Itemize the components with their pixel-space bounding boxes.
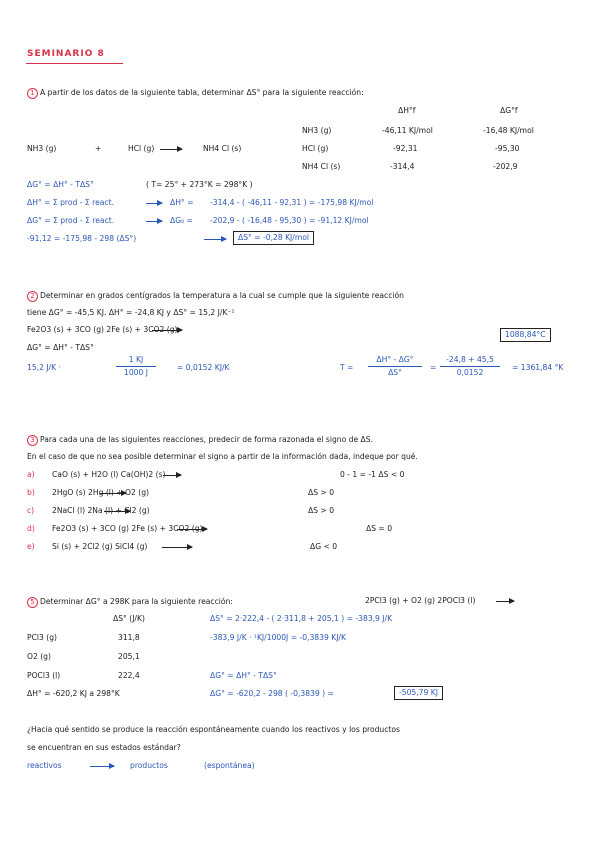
q3-prompt-line1: 3 Para cada una de las siguientes reacciones, predecir de forma razonada el signo de ΔS. [27,435,373,446]
q1-gibbs-equation: ΔG° = ΔH° - TΔS° [27,180,94,189]
q5-answer-box: -505,79 KJ [394,686,443,700]
q3-item-label: e) [27,542,35,551]
q1-row-species: HCl (g) [302,144,329,153]
q3-item-label: c) [27,506,35,515]
q3-item-label: a) [27,470,35,479]
q3-item-label: d) [27,524,35,533]
q1-reactant2: HCl (g) [128,144,155,153]
q2-temp-denominator: ΔS° [388,367,402,377]
q3-item-label: b) [27,488,35,497]
title-underline [26,63,123,64]
q5-entropy-conversion: -383,9 J/K · ¹KJ/1000J = -0,3839 KJ/K [210,633,346,642]
q3-item-equation: 2HgO (s) 2Hg (l) + O2 (g) [52,488,150,497]
q5-prompt: 5 Determinar ΔG° a 298K para la siguiente reacción: [27,597,233,608]
q2-temp-equals: = [430,363,437,372]
q1-number: 1 [27,88,38,99]
q1-dg-rule: ΔG° = Σ prod - Σ react. [27,216,115,225]
q2-gibbs-formula: ΔG° = ΔH° - TΔS° [27,343,94,352]
q1-row-dg: -202,9 [493,162,518,171]
q2-temp-numerator: ΔH° - ΔG° [376,355,414,364]
q5-enthalpy: ΔH° = -620,2 KJ a 298°K [27,689,120,698]
q5-answer-products: productos [130,761,168,770]
q1-dg-arrow [146,221,162,222]
q5-gibbs-calc: ΔG° = -620,2 - 298 ( -0,3839 ) = [210,689,334,698]
q5-gibbs-formula: ΔG° = ΔH° - TΔS° [210,671,277,680]
q2-conversion-fraction [116,356,156,376]
q2-temp-fraction [368,356,422,376]
q5-species-value: 205,1 [118,652,140,661]
q3-item-arrow [177,529,207,530]
q2-number: 2 [27,291,38,302]
q5-reaction-arrow [496,601,514,602]
q3-item-equation: Si (s) + 2Cl2 (g) SiCl4 (g) [52,542,148,551]
q1-header-dg: ΔG°f [500,106,518,115]
q1-prompt: 1 A partir de los datos de la siguiente tabla, determinar ΔS° para la siguiente reacción: [27,88,364,99]
q2-prompt-line2: tiene ΔG° = -45,5 KJ. ΔH° = -24,8 KJ y ΔS° = 15,2 J/K⁻¹ [27,308,235,317]
q2-conversion-denominator: 1000 J [124,367,148,377]
q5-table-header: ΔS° (J/K) [113,614,145,623]
q3-item-equation: CaO (s) + H2O (l) Ca(OH)2 (s) [52,470,166,479]
q5-entropy-calc: ΔS° = 2·222,4 - ( 2·311,8 + 205,1 ) = -383,9 J/K [210,614,393,623]
q1-final-arrow [204,239,226,240]
q5-species-value: 222,4 [118,671,140,680]
q3-item-note: ΔG < 0 [310,542,338,551]
q1-row-dg: -16,48 KJ/mol [483,126,534,135]
q3-item-note: 0 - 1 = -1 ΔS < 0 [340,470,405,479]
q1-row-dh: -314,4 [390,162,415,171]
q2-temp-symbol: T = [340,363,354,372]
q5-question-line2: se encuentran en sus estados estándar? [27,743,181,752]
q3-item-equation: 2NaCl (l) 2Na (l) + Cl2 (g) [52,506,150,515]
q3-item-note: ΔS = 0 [366,524,393,533]
q3-item-arrow [100,493,126,494]
q1-row-dh: -46,11 KJ/mol [382,126,433,135]
q1-reaction-arrow [160,149,182,150]
q5-species-value: 311,8 [118,633,140,642]
q1-dg-calc: -202,9 - ( -16,48 - 95,30 ) = -91,12 KJ/mol [210,216,369,225]
q2-prompt-line1: 2 Determinar en grados centígrados la temperatura a la cual se cumple que la siguiente reacción [27,291,404,302]
q3-item-note: ΔS > 0 [308,488,335,497]
q5-answer-note: (espontánea) [204,761,255,770]
q1-final-equation: -91,12 = -175,98 - 298 (ΔS°) [27,234,137,243]
q3-item-note: ΔS > 0 [308,506,335,515]
q1-dg-symbol: ΔG₀ = [170,216,193,225]
q5-species: O2 (g) [27,652,51,661]
q5-reaction: 2PCl3 (g) + O2 (g) 2POCl3 (l) [365,596,476,605]
q2-temp-result: = 1361,84 °K [512,363,564,372]
q1-reactant1: NH3 (g) [27,144,57,153]
q2-temp-fraction-values [440,356,500,376]
q3-item-arrow [162,547,192,548]
q2-temp-numerator-values: -24,8 + 45,5 [446,355,494,364]
q3-item-arrow [163,475,181,476]
q1-dh-symbol: ΔH° = [170,198,194,207]
q2-conversion-numerator: 1 KJ [128,355,144,364]
q1-row-species: NH3 (g) [302,126,332,135]
q1-row-species: NH4 Cl (s) [302,162,341,171]
q5-answer-reactants: reactivos [27,761,62,770]
q5-question-line1: ¿Hacia qué sentido se produce la reacción espontáneamente cuando los reactivos y los productos [27,725,400,734]
q2-reaction-arrow [152,330,182,331]
page-title: SEMINARIO 8 [27,49,105,59]
q3-item-equation: Fe2O3 (s) + 3CO (g) 2Fe (s) + 3CO2 (g) [52,524,203,533]
q1-answer-box: ΔS° = -0,28 KJ/mol [233,231,314,245]
q2-conversion-left: 15,2 J/K · [27,363,61,372]
q2-answer-celsius: 1088,84°C [500,328,551,342]
q5-species: POCl3 (l) [27,671,61,680]
q1-product: NH4 Cl (s) [203,144,242,153]
q1-row-dh: -92,31 [393,144,418,153]
q2-reaction: Fe2O3 (s) + 3CO (g) 2Fe (s) + 3CO2 (g) [27,325,178,334]
q1-dh-rule: ΔH° = Σ prod - Σ react. [27,198,114,207]
q5-number: 5 [27,597,38,608]
q1-temperature-note: ( T= 25° + 273°K = 298°K ) [146,180,253,189]
q1-dh-calc: -314,4 - ( -46,11 - 92,31 ) = -175,98 KJ/mol [210,198,374,207]
q5-answer-arrow [90,766,114,767]
q2-temp-denominator-values: 0,0152 [456,367,484,377]
q3-number: 3 [27,435,38,446]
q1-plus: + [95,144,102,153]
q5-species: PCl3 (g) [27,633,57,642]
q1-header-dh: ΔH°f [398,106,416,115]
q3-item-arrow [104,511,130,512]
q2-conversion-result: = 0,0152 KJ/K [177,363,230,372]
q1-row-dg: -95,30 [495,144,520,153]
q3-prompt-line2: En el caso de que no sea posible determinar el signo a partir de la información dada, indeque por qué. [27,452,418,461]
q1-dh-arrow [146,203,162,204]
